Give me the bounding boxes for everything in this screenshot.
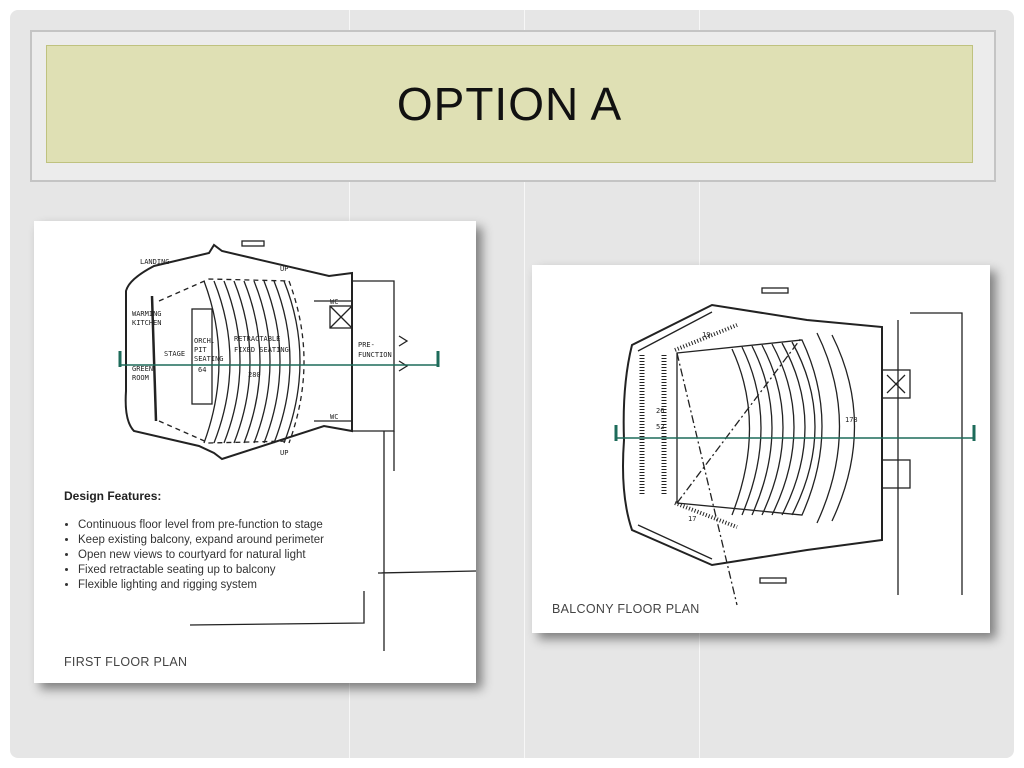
title-box xyxy=(46,45,973,163)
label-orch-count: 64 xyxy=(198,366,207,374)
feature-item: • Fixed retractable seating up to balcony xyxy=(78,563,324,578)
label-up-top: UP xyxy=(280,265,289,273)
feature-item: • Keep existing balcony, expand around perimeter xyxy=(78,533,324,548)
label-orch: ORCH. xyxy=(194,337,216,345)
label-up-bottom: UP xyxy=(280,449,289,457)
label-room: ROOM xyxy=(132,374,149,382)
section-cut-line xyxy=(616,425,974,441)
label-seating: SEATING xyxy=(194,355,224,363)
label-wc-bottom: WC xyxy=(330,413,339,421)
label-main: 178 xyxy=(845,416,858,424)
label-wc-top: WC xyxy=(330,298,339,306)
label-landing: LANDING xyxy=(140,258,170,266)
slide xyxy=(10,10,1014,758)
label-left-2: 52 xyxy=(656,423,665,431)
first-floor-plan-image xyxy=(34,221,476,683)
label-pre: PRE- xyxy=(358,341,375,349)
balcony-floor-plan-image xyxy=(532,265,990,633)
label-retractable: RETRACTABLE xyxy=(234,335,281,343)
label-warming: WARMING xyxy=(132,310,162,318)
label-pit: PIT xyxy=(194,346,207,354)
label-green: GREEN xyxy=(132,365,154,373)
label-top-side: 19 xyxy=(702,331,711,339)
first-floor-caption: FIRST FLOOR PLAN xyxy=(64,655,188,669)
label-kitchen: KITCHEN xyxy=(132,319,162,327)
label-function: FUNCTION xyxy=(358,351,392,359)
feature-item: • Continuous floor level from pre-function to stage xyxy=(78,518,324,533)
design-features xyxy=(64,489,324,593)
feature-item: • Flexible lighting and rigging system xyxy=(78,578,324,593)
label-left-1: 26 xyxy=(656,407,665,415)
feature-item: • Open new views to courtyard for natural light xyxy=(78,548,324,563)
label-bottom-side: 17 xyxy=(688,515,697,523)
first-floor-sketch xyxy=(34,221,476,683)
features-heading: Design Features: xyxy=(64,489,162,503)
label-stage: STAGE xyxy=(164,350,186,358)
slide-title: OPTION A xyxy=(396,78,623,130)
balcony-sketch xyxy=(532,265,990,633)
balcony-caption: BALCONY FLOOR PLAN xyxy=(552,602,700,616)
label-seating-count: 280 xyxy=(248,371,261,379)
label-fixed-seating: FIXED SEATING xyxy=(234,346,289,354)
